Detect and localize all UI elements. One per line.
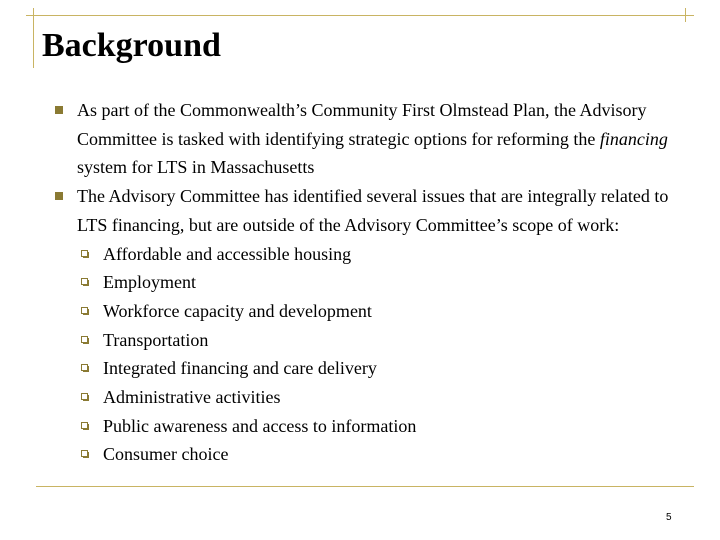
hollow-square-icon	[81, 364, 89, 372]
bullet-text-after: system for LTS in Massachusetts	[77, 157, 315, 178]
left-rule	[33, 8, 34, 68]
bullet-text-emphasis: financing	[599, 128, 668, 149]
sub-bullet-text: Affordable and accessible housing	[103, 243, 352, 264]
sub-bullet-item	[50, 440, 690, 469]
bullet-item	[50, 96, 690, 182]
sub-bullet-text: Public awareness and access to information	[103, 415, 417, 436]
bullet-item	[50, 182, 690, 239]
sub-bullet-text: Workforce capacity and development	[103, 300, 372, 321]
sub-bullet-text: Integrated financing and care delivery	[103, 358, 377, 379]
slide-content	[50, 96, 690, 469]
page-number: 5	[666, 512, 672, 523]
sub-bullet-item	[50, 354, 690, 383]
slide-title: Background	[42, 27, 221, 64]
filled-square-icon	[55, 106, 63, 114]
bullet-text: The Advisory Committee has identified several issues that are integrally related to LTS financing, but are outside of the Advisory Committee’s scope of work:	[77, 186, 669, 235]
sub-bullet-item	[50, 268, 690, 297]
top-rule	[26, 15, 694, 16]
sub-bullet-item	[50, 240, 690, 269]
hollow-square-icon	[81, 422, 89, 430]
filled-square-icon	[55, 192, 63, 200]
sub-bullet-text: Transportation	[103, 329, 209, 350]
bottom-rule	[36, 486, 694, 487]
sub-bullet-text: Consumer choice	[103, 444, 229, 465]
sub-bullet-item	[50, 383, 690, 412]
hollow-square-icon	[81, 393, 89, 401]
hollow-square-icon	[81, 336, 89, 344]
hollow-square-icon	[81, 278, 89, 286]
bullet-text	[77, 100, 668, 177]
sub-bullet-item	[50, 326, 690, 355]
sub-bullet-text: Administrative activities	[103, 387, 281, 408]
sub-bullet-item	[50, 412, 690, 441]
sub-bullet-text: Employment	[103, 272, 196, 293]
sub-bullet-item	[50, 297, 690, 326]
hollow-square-icon	[81, 450, 89, 458]
hollow-square-icon	[81, 250, 89, 258]
right-rule	[685, 8, 686, 22]
bullet-text-before: As part of the Commonwealth’s Community First Olmstead Plan, the Advisory Committee is tasked with identifying strategic options for reforming the	[77, 100, 647, 149]
hollow-square-icon	[81, 307, 89, 315]
